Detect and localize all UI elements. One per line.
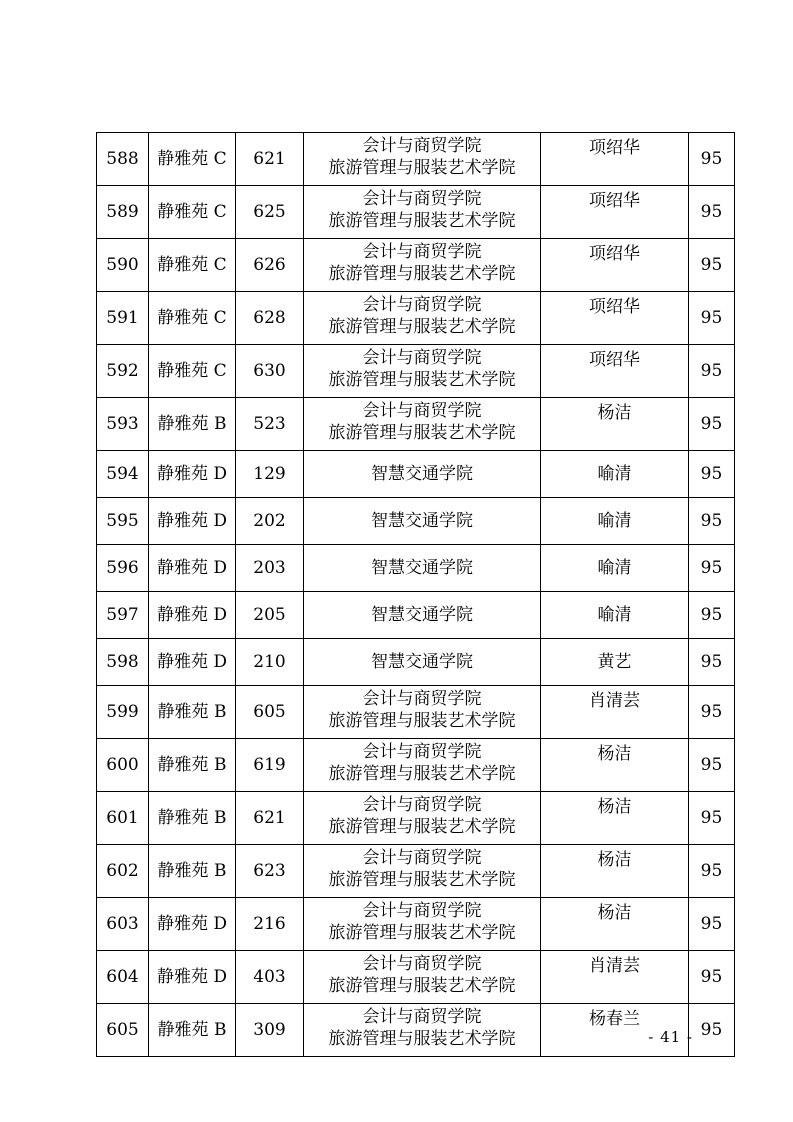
building-cell: 静雅苑 C — [149, 133, 236, 186]
inspector-cell: 肖清芸 — [541, 951, 689, 1004]
room-cell: 626 — [236, 239, 304, 292]
department-cell — [304, 345, 541, 398]
room-cell: 523 — [236, 398, 304, 451]
table-row — [97, 398, 735, 451]
inspector-cell: 项绍华 — [541, 133, 689, 186]
row-number-cell: 604 — [97, 951, 149, 1004]
score-cell: 95 — [689, 1004, 735, 1057]
department-cell — [304, 686, 541, 739]
score-cell: 95 — [689, 792, 735, 845]
department-name: 旅游管理与服装艺术学院 — [328, 317, 516, 337]
room-cell: 210 — [236, 639, 304, 686]
score-cell: 95 — [689, 686, 735, 739]
department-name: 会计与商贸学院 — [362, 401, 482, 421]
score-cell: 95 — [689, 898, 735, 951]
building-cell: 静雅苑 B — [149, 686, 236, 739]
department-name: 智慧交通学院 — [371, 511, 473, 531]
score-cell: 95 — [689, 398, 735, 451]
department-name: 智慧交通学院 — [371, 464, 473, 484]
department-cell — [304, 498, 541, 545]
inspector-cell: 肖清芸 — [541, 686, 689, 739]
room-cell: 605 — [236, 686, 304, 739]
department-name: 会计与商贸学院 — [362, 742, 482, 762]
department-cell — [304, 898, 541, 951]
table-row — [97, 686, 735, 739]
department-cell — [304, 133, 541, 186]
building-cell: 静雅苑 C — [149, 292, 236, 345]
department-cell — [304, 792, 541, 845]
department-cell — [304, 845, 541, 898]
table-row — [97, 239, 735, 292]
row-number-cell: 599 — [97, 686, 149, 739]
row-number-cell: 595 — [97, 498, 149, 545]
building-cell: 静雅苑 D — [149, 545, 236, 592]
table-row — [97, 451, 735, 498]
row-number-cell: 594 — [97, 451, 149, 498]
department-name: 会计与商贸学院 — [362, 348, 482, 368]
room-cell: 202 — [236, 498, 304, 545]
table-row — [97, 845, 735, 898]
room-cell: 623 — [236, 845, 304, 898]
building-cell: 静雅苑 D — [149, 639, 236, 686]
building-cell: 静雅苑 C — [149, 239, 236, 292]
table-row — [97, 133, 735, 186]
department-cell — [304, 545, 541, 592]
inspector-cell: 杨洁 — [541, 898, 689, 951]
room-cell: 205 — [236, 592, 304, 639]
department-name: 旅游管理与服装艺术学院 — [328, 870, 516, 890]
score-cell: 95 — [689, 845, 735, 898]
row-number-cell: 600 — [97, 739, 149, 792]
table-row — [97, 1004, 735, 1057]
inspector-cell: 喻清 — [541, 592, 689, 639]
department-name: 旅游管理与服装艺术学院 — [328, 370, 516, 390]
row-number-cell: 592 — [97, 345, 149, 398]
inspector-cell: 杨洁 — [541, 398, 689, 451]
inspector-cell: 喻清 — [541, 545, 689, 592]
score-cell: 95 — [689, 451, 735, 498]
department-name: 会计与商贸学院 — [362, 242, 482, 262]
building-cell: 静雅苑 B — [149, 845, 236, 898]
department-name: 会计与商贸学院 — [362, 901, 482, 921]
department-name: 旅游管理与服装艺术学院 — [328, 711, 516, 731]
department-name: 会计与商贸学院 — [362, 136, 482, 156]
room-cell: 625 — [236, 186, 304, 239]
department-cell — [304, 398, 541, 451]
table-body — [97, 133, 735, 1057]
department-name: 智慧交通学院 — [371, 558, 473, 578]
building-cell: 静雅苑 C — [149, 186, 236, 239]
row-number-cell: 598 — [97, 639, 149, 686]
department-cell — [304, 1004, 541, 1057]
room-cell: 630 — [236, 345, 304, 398]
table-row — [97, 951, 735, 1004]
inspector-cell: 项绍华 — [541, 239, 689, 292]
room-cell: 621 — [236, 133, 304, 186]
inspector-cell: 喻清 — [541, 451, 689, 498]
inspector-cell: 项绍华 — [541, 186, 689, 239]
building-cell: 静雅苑 C — [149, 345, 236, 398]
score-cell: 95 — [689, 186, 735, 239]
building-cell: 静雅苑 B — [149, 739, 236, 792]
department-name: 会计与商贸学院 — [362, 1007, 482, 1027]
department-name: 旅游管理与服装艺术学院 — [328, 264, 516, 284]
building-cell: 静雅苑 B — [149, 398, 236, 451]
score-cell: 95 — [689, 639, 735, 686]
row-number-cell: 590 — [97, 239, 149, 292]
department-name: 旅游管理与服装艺术学院 — [328, 817, 516, 837]
row-number-cell: 588 — [97, 133, 149, 186]
building-cell: 静雅苑 B — [149, 1004, 236, 1057]
department-cell — [304, 451, 541, 498]
room-cell: 621 — [236, 792, 304, 845]
room-cell: 403 — [236, 951, 304, 1004]
department-name: 旅游管理与服装艺术学院 — [328, 1029, 516, 1049]
row-number-cell: 601 — [97, 792, 149, 845]
page-number: - 41 - — [648, 1028, 693, 1046]
row-number-cell: 591 — [97, 292, 149, 345]
department-name: 会计与商贸学院 — [362, 954, 482, 974]
department-cell — [304, 951, 541, 1004]
score-cell: 95 — [689, 545, 735, 592]
building-cell: 静雅苑 D — [149, 498, 236, 545]
score-cell: 95 — [689, 345, 735, 398]
department-cell — [304, 186, 541, 239]
department-name: 会计与商贸学院 — [362, 189, 482, 209]
department-cell — [304, 739, 541, 792]
table-row — [97, 639, 735, 686]
dorm-inspection-table — [96, 132, 735, 1057]
score-cell: 95 — [689, 292, 735, 345]
building-cell: 静雅苑 D — [149, 592, 236, 639]
building-cell: 静雅苑 D — [149, 951, 236, 1004]
table-row — [97, 498, 735, 545]
department-name: 旅游管理与服装艺术学院 — [328, 976, 516, 996]
department-name: 智慧交通学院 — [371, 652, 473, 672]
building-cell: 静雅苑 D — [149, 451, 236, 498]
score-cell: 95 — [689, 951, 735, 1004]
row-number-cell: 593 — [97, 398, 149, 451]
department-name: 会计与商贸学院 — [362, 689, 482, 709]
row-number-cell: 602 — [97, 845, 149, 898]
table-row — [97, 186, 735, 239]
room-cell: 129 — [236, 451, 304, 498]
table-row — [97, 898, 735, 951]
room-cell: 628 — [236, 292, 304, 345]
room-cell: 203 — [236, 545, 304, 592]
department-name: 旅游管理与服装艺术学院 — [328, 923, 516, 943]
department-name: 会计与商贸学院 — [362, 295, 482, 315]
inspector-cell: 杨春兰 — [541, 1004, 689, 1057]
row-number-cell: 596 — [97, 545, 149, 592]
score-cell: 95 — [689, 739, 735, 792]
department-name: 旅游管理与服装艺术学院 — [328, 211, 516, 231]
department-cell — [304, 292, 541, 345]
row-number-cell: 597 — [97, 592, 149, 639]
table-row — [97, 739, 735, 792]
score-cell: 95 — [689, 239, 735, 292]
room-cell: 216 — [236, 898, 304, 951]
inspector-cell: 项绍华 — [541, 345, 689, 398]
row-number-cell: 589 — [97, 186, 149, 239]
table-row — [97, 592, 735, 639]
score-cell: 95 — [689, 498, 735, 545]
score-cell: 95 — [689, 133, 735, 186]
building-cell: 静雅苑 B — [149, 792, 236, 845]
department-name: 会计与商贸学院 — [362, 795, 482, 815]
table-row — [97, 345, 735, 398]
department-name: 旅游管理与服装艺术学院 — [328, 158, 516, 178]
department-name: 旅游管理与服装艺术学院 — [328, 423, 516, 443]
row-number-cell: 605 — [97, 1004, 149, 1057]
department-cell — [304, 239, 541, 292]
room-cell: 309 — [236, 1004, 304, 1057]
inspector-cell: 杨洁 — [541, 792, 689, 845]
department-name: 旅游管理与服装艺术学院 — [328, 764, 516, 784]
table-row — [97, 792, 735, 845]
inspector-cell: 项绍华 — [541, 292, 689, 345]
table-row — [97, 292, 735, 345]
inspector-cell: 杨洁 — [541, 739, 689, 792]
building-cell: 静雅苑 D — [149, 898, 236, 951]
inspector-cell: 杨洁 — [541, 845, 689, 898]
row-number-cell: 603 — [97, 898, 149, 951]
department-cell — [304, 592, 541, 639]
table-row — [97, 545, 735, 592]
department-cell — [304, 639, 541, 686]
inspector-cell: 喻清 — [541, 498, 689, 545]
department-name: 会计与商贸学院 — [362, 848, 482, 868]
inspector-cell: 黄艺 — [541, 639, 689, 686]
department-name: 智慧交通学院 — [371, 605, 473, 625]
room-cell: 619 — [236, 739, 304, 792]
score-cell: 95 — [689, 592, 735, 639]
